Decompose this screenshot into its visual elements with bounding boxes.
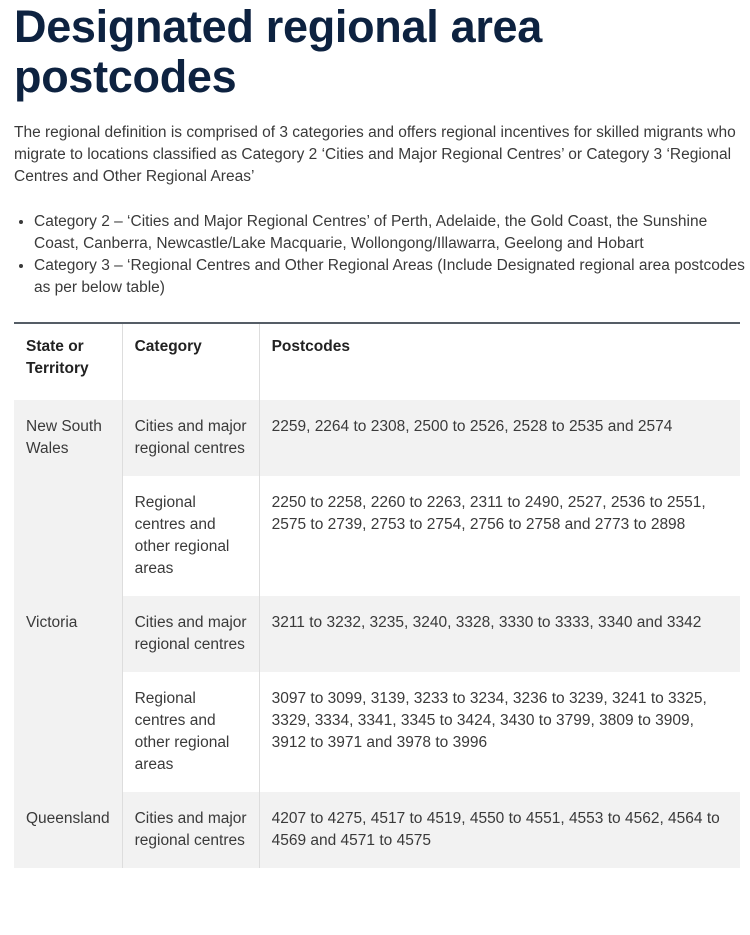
postcodes-cell: 2259, 2264 to 2308, 2500 to 2526, 2528 to 2535 and 2574 [259,400,740,476]
list-item: • Category 3 – ‘Regional Centres and Other Regional Areas (Include Designated regional area postcodes as per below table) [34,255,750,299]
state-cell: Victoria [14,596,122,792]
category-cell: Cities and major regional centres [122,792,259,868]
header-state: State or Territory [26,338,89,377]
postcodes-table [14,322,740,868]
postcodes-cell: 4207 to 4275, 4517 to 4519, 4550 to 4551, 4553 to 4562, 4564 to 4569 and 4571 to 4575 [259,792,740,868]
category-cell: Cities and major regional centres [122,400,259,476]
postcodes-cell: 2250 to 2258, 2260 to 2263, 2311 to 2490, 2527, 2536 to 2551, 2575 to 2739, 2753 to 2754, 2756 to 2758 and 2773 to 2898 [259,476,740,596]
table-row [14,596,740,672]
table-header-row [14,323,740,400]
postcodes-cell: 3211 to 3232, 3235, 3240, 3328, 3330 to 3333, 3340 and 3342 [259,596,740,672]
table-row [14,476,740,596]
postcodes-cell: 3097 to 3099, 3139, 3233 to 3234, 3236 to 3239, 3241 to 3325, 3329, 3334, 3341, 3345 to 3424, 3430 to 3799, 3809 to 3909, 3912 to 3971 and 3978 to 3996 [259,672,740,792]
state-cell: Queensland [14,792,122,868]
list-item: • Category 2 – ‘Cities and Major Regional Centres’ of Perth, Adelaide, the Gold Coast, the Sunshine Coast, Canberra, Newcastle/Lake Macquarie, Wollongong/Illawarra, Geelong and Hobart [34,211,750,255]
state-cell: New South Wales [14,400,122,596]
header-postcodes: Postcodes [259,323,740,400]
category-cell: Cities and major regional centres [122,596,259,672]
table-row [14,792,740,868]
category-list [14,211,750,299]
header-category: Category [122,323,259,400]
category-cell: Regional centres and other regional areas [122,476,259,596]
intro-paragraph: The regional definition is comprised of 3 categories and offers regional incentives for skilled migrants who migrate to locations classified as Category 2 ‘Cities and Major Regional Centres’ or Category 3 ‘Regional Centres and Other Regional Areas’ [14,124,736,185]
table-row [14,672,740,792]
table-row [14,400,740,476]
page-title: Designated regional area postcodes [14,1,542,102]
category-cell: Regional centres and other regional areas [122,672,259,792]
